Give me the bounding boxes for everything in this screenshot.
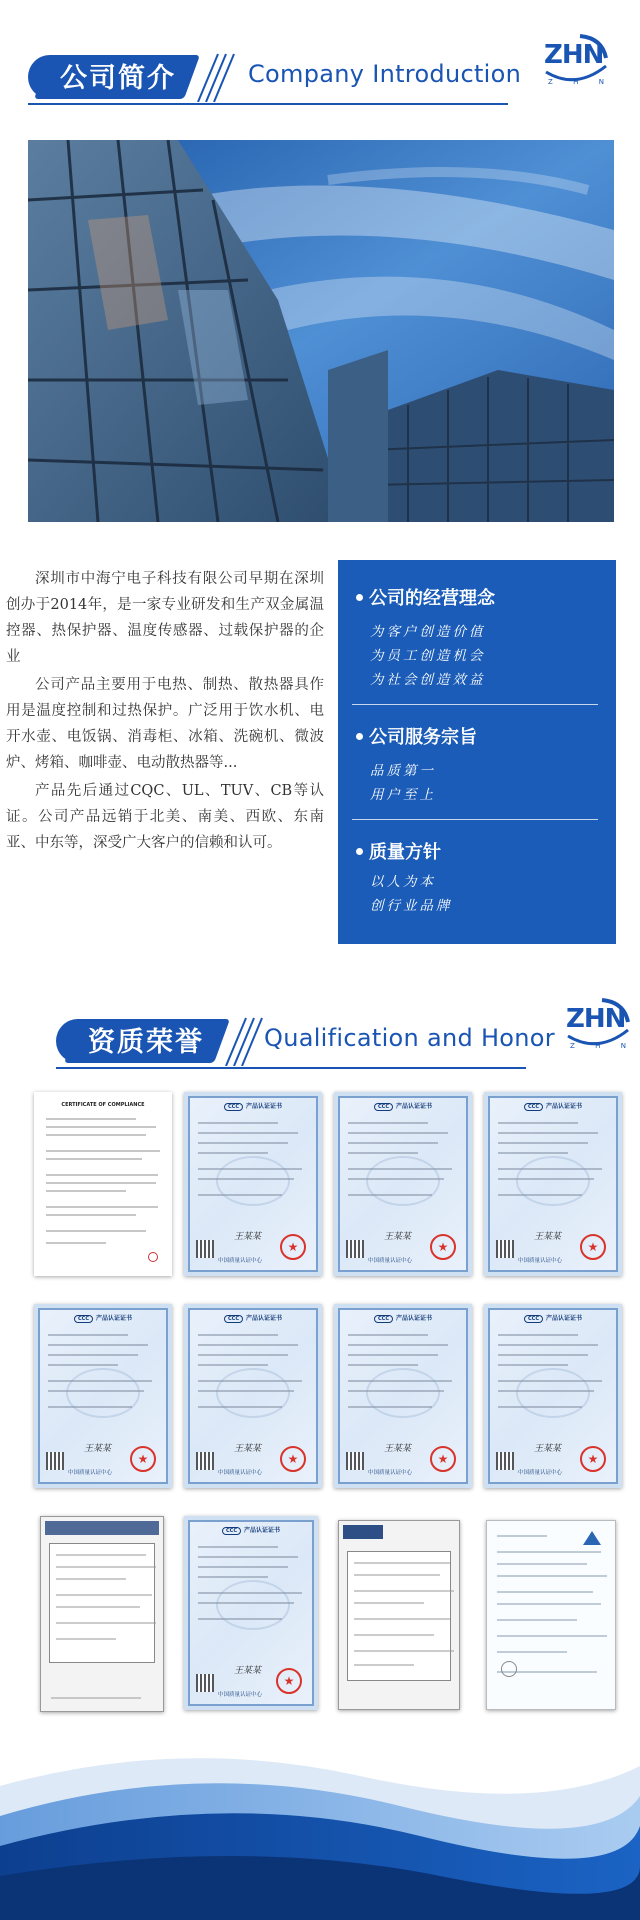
wave-decoration <box>0 1726 640 1920</box>
values-item: 为社会创造效益 <box>370 672 486 688</box>
qr-code-icon <box>346 1240 364 1258</box>
ccc-certificate: CCC 产品认证证书 王某某 ★ 中国质量认证中心 <box>184 1304 322 1488</box>
certificate-title: CCC 产品认证证书 <box>484 1313 622 1323</box>
stripes-decoration <box>214 1016 264 1066</box>
tuv-logo-icon <box>583 1531 601 1545</box>
ccc-certificate: CCC 产品认证证书 王某某 ★ 中国质量认证中心 <box>184 1092 322 1276</box>
seal-icon: ★ <box>130 1446 156 1472</box>
ccc-certificate: CCC 产品认证证书 王某某 ★ 中国质量认证中心 <box>334 1304 472 1488</box>
certificate-title: CCC 产品认证证书 <box>334 1101 472 1111</box>
qr-code-icon <box>46 1452 64 1470</box>
seal-icon: ★ <box>280 1234 306 1260</box>
quality-item: 创行业品牌 <box>370 898 453 914</box>
bullet-icon <box>356 733 363 740</box>
values-item: 为员工创造机会 <box>370 648 486 664</box>
qualification-header <box>0 1010 640 1080</box>
quality-block-title: 质量方针 <box>356 838 616 864</box>
ccc-certificate: CCC 产品认证证书 王某某 ★ 中国质量认证中心 <box>484 1092 622 1276</box>
quality-item: 以人为本 <box>370 874 436 890</box>
qr-code-icon <box>196 1240 214 1258</box>
title-left-cap <box>28 55 58 99</box>
qr-code-icon <box>496 1452 514 1470</box>
tuv-certificate <box>486 1520 616 1710</box>
certificate-title: CERTIFICATE OF COMPLIANCE <box>61 1102 145 1108</box>
service-block <box>356 723 616 807</box>
service-item: 品质第一 <box>370 763 436 779</box>
zhn-logo <box>540 28 612 98</box>
certificate-title: CCC 产品认证证书 <box>334 1313 472 1323</box>
qr-code-icon <box>346 1452 364 1470</box>
intro-paragraph: 公司产品主要用于电热、制热、散热器具作用是温度控制和过热保护。广泛用于饮水机、电开水壶、电饭锅、消毒柜、冰箱、洗碗机、微波炉、烤箱、咖啡壶、电动散热器等... <box>6 677 324 771</box>
cb-certificate <box>40 1516 164 1712</box>
logo-sub: Z H N <box>570 1042 626 1050</box>
service-block-title: 公司服务宗旨 <box>356 723 616 749</box>
seal-icon: ★ <box>580 1446 606 1472</box>
ccc-certificate: CCC 产品认证证书 王某某 ★ 中国质量认证中心 <box>334 1092 472 1276</box>
seal-icon: ★ <box>430 1234 456 1260</box>
title-left-cap <box>56 1019 86 1063</box>
certificate-title: CCC 产品认证证书 <box>184 1525 318 1535</box>
certificate-title: CCC 产品认证证书 <box>184 1101 322 1111</box>
values-item: 为客户创造价值 <box>370 624 486 640</box>
certificate-title: CCC 产品认证证书 <box>184 1313 322 1323</box>
logo-sub: Z H N <box>548 78 604 86</box>
quality-block <box>356 838 616 918</box>
certificate-title: CCC 产品认证证书 <box>484 1101 622 1111</box>
section-title-cn: 资质荣誉 <box>88 1027 204 1058</box>
seal-icon: ★ <box>430 1446 456 1472</box>
panel-divider <box>352 704 598 705</box>
service-item: 用户至上 <box>370 787 436 803</box>
section-title-en: Qualification and Honor <box>264 1024 555 1052</box>
values-block <box>356 584 616 692</box>
values-block-title: 公司的经营理念 <box>356 584 616 610</box>
certificate-title: CCC 产品认证证书 <box>34 1313 172 1323</box>
iecee-certificate <box>338 1520 460 1710</box>
section-title-en: Company Introduction <box>248 60 522 88</box>
intro-paragraph: 深圳市中海宁电子科技有限公司早期在深圳创办于2014年，是一家专业研发和生产双金属温控器、热保护器、温度传感器、过载保护器的企业 <box>6 571 324 665</box>
bullet-icon <box>356 848 363 855</box>
ccc-certificate: CCC 产品认证证书 王某某 ★ 中国质量认证中心 <box>34 1304 172 1488</box>
qr-code-icon <box>496 1240 514 1258</box>
qr-code-icon <box>196 1452 214 1470</box>
company-values-panel <box>338 560 616 944</box>
qr-code-icon <box>196 1674 214 1692</box>
section-title-cn: 公司简介 <box>60 63 176 94</box>
header-underline <box>56 1067 526 1069</box>
header-underline <box>28 103 508 105</box>
ul-certificate <box>34 1092 172 1276</box>
stripes-decoration <box>186 52 236 102</box>
panel-divider <box>352 819 598 820</box>
seal-icon: ★ <box>280 1446 306 1472</box>
building-photo <box>28 140 614 522</box>
intro-paragraph: 产品先后通过CQC、UL、TUV、CB等认证。公司产品远销于北美、南美、西欧、东南亚、中东等，深受广大客户的信赖和认可。 <box>6 783 324 851</box>
ccc-certificate: CCC 产品认证证书 王某某 ★ 中国质量认证中心 <box>184 1516 318 1710</box>
company-intro-text <box>6 566 324 858</box>
stamp-icon <box>501 1661 517 1677</box>
seal-icon: ★ <box>276 1668 302 1694</box>
ccc-certificate: CCC 产品认证证书 王某某 ★ 中国质量认证中心 <box>484 1304 622 1488</box>
bullet-icon <box>356 594 363 601</box>
logo-text: ZHN <box>566 1004 626 1034</box>
ul-mark-icon <box>148 1252 158 1262</box>
zhn-logo <box>562 992 634 1062</box>
seal-icon: ★ <box>580 1234 606 1260</box>
logo-text: ZHN <box>544 40 604 70</box>
